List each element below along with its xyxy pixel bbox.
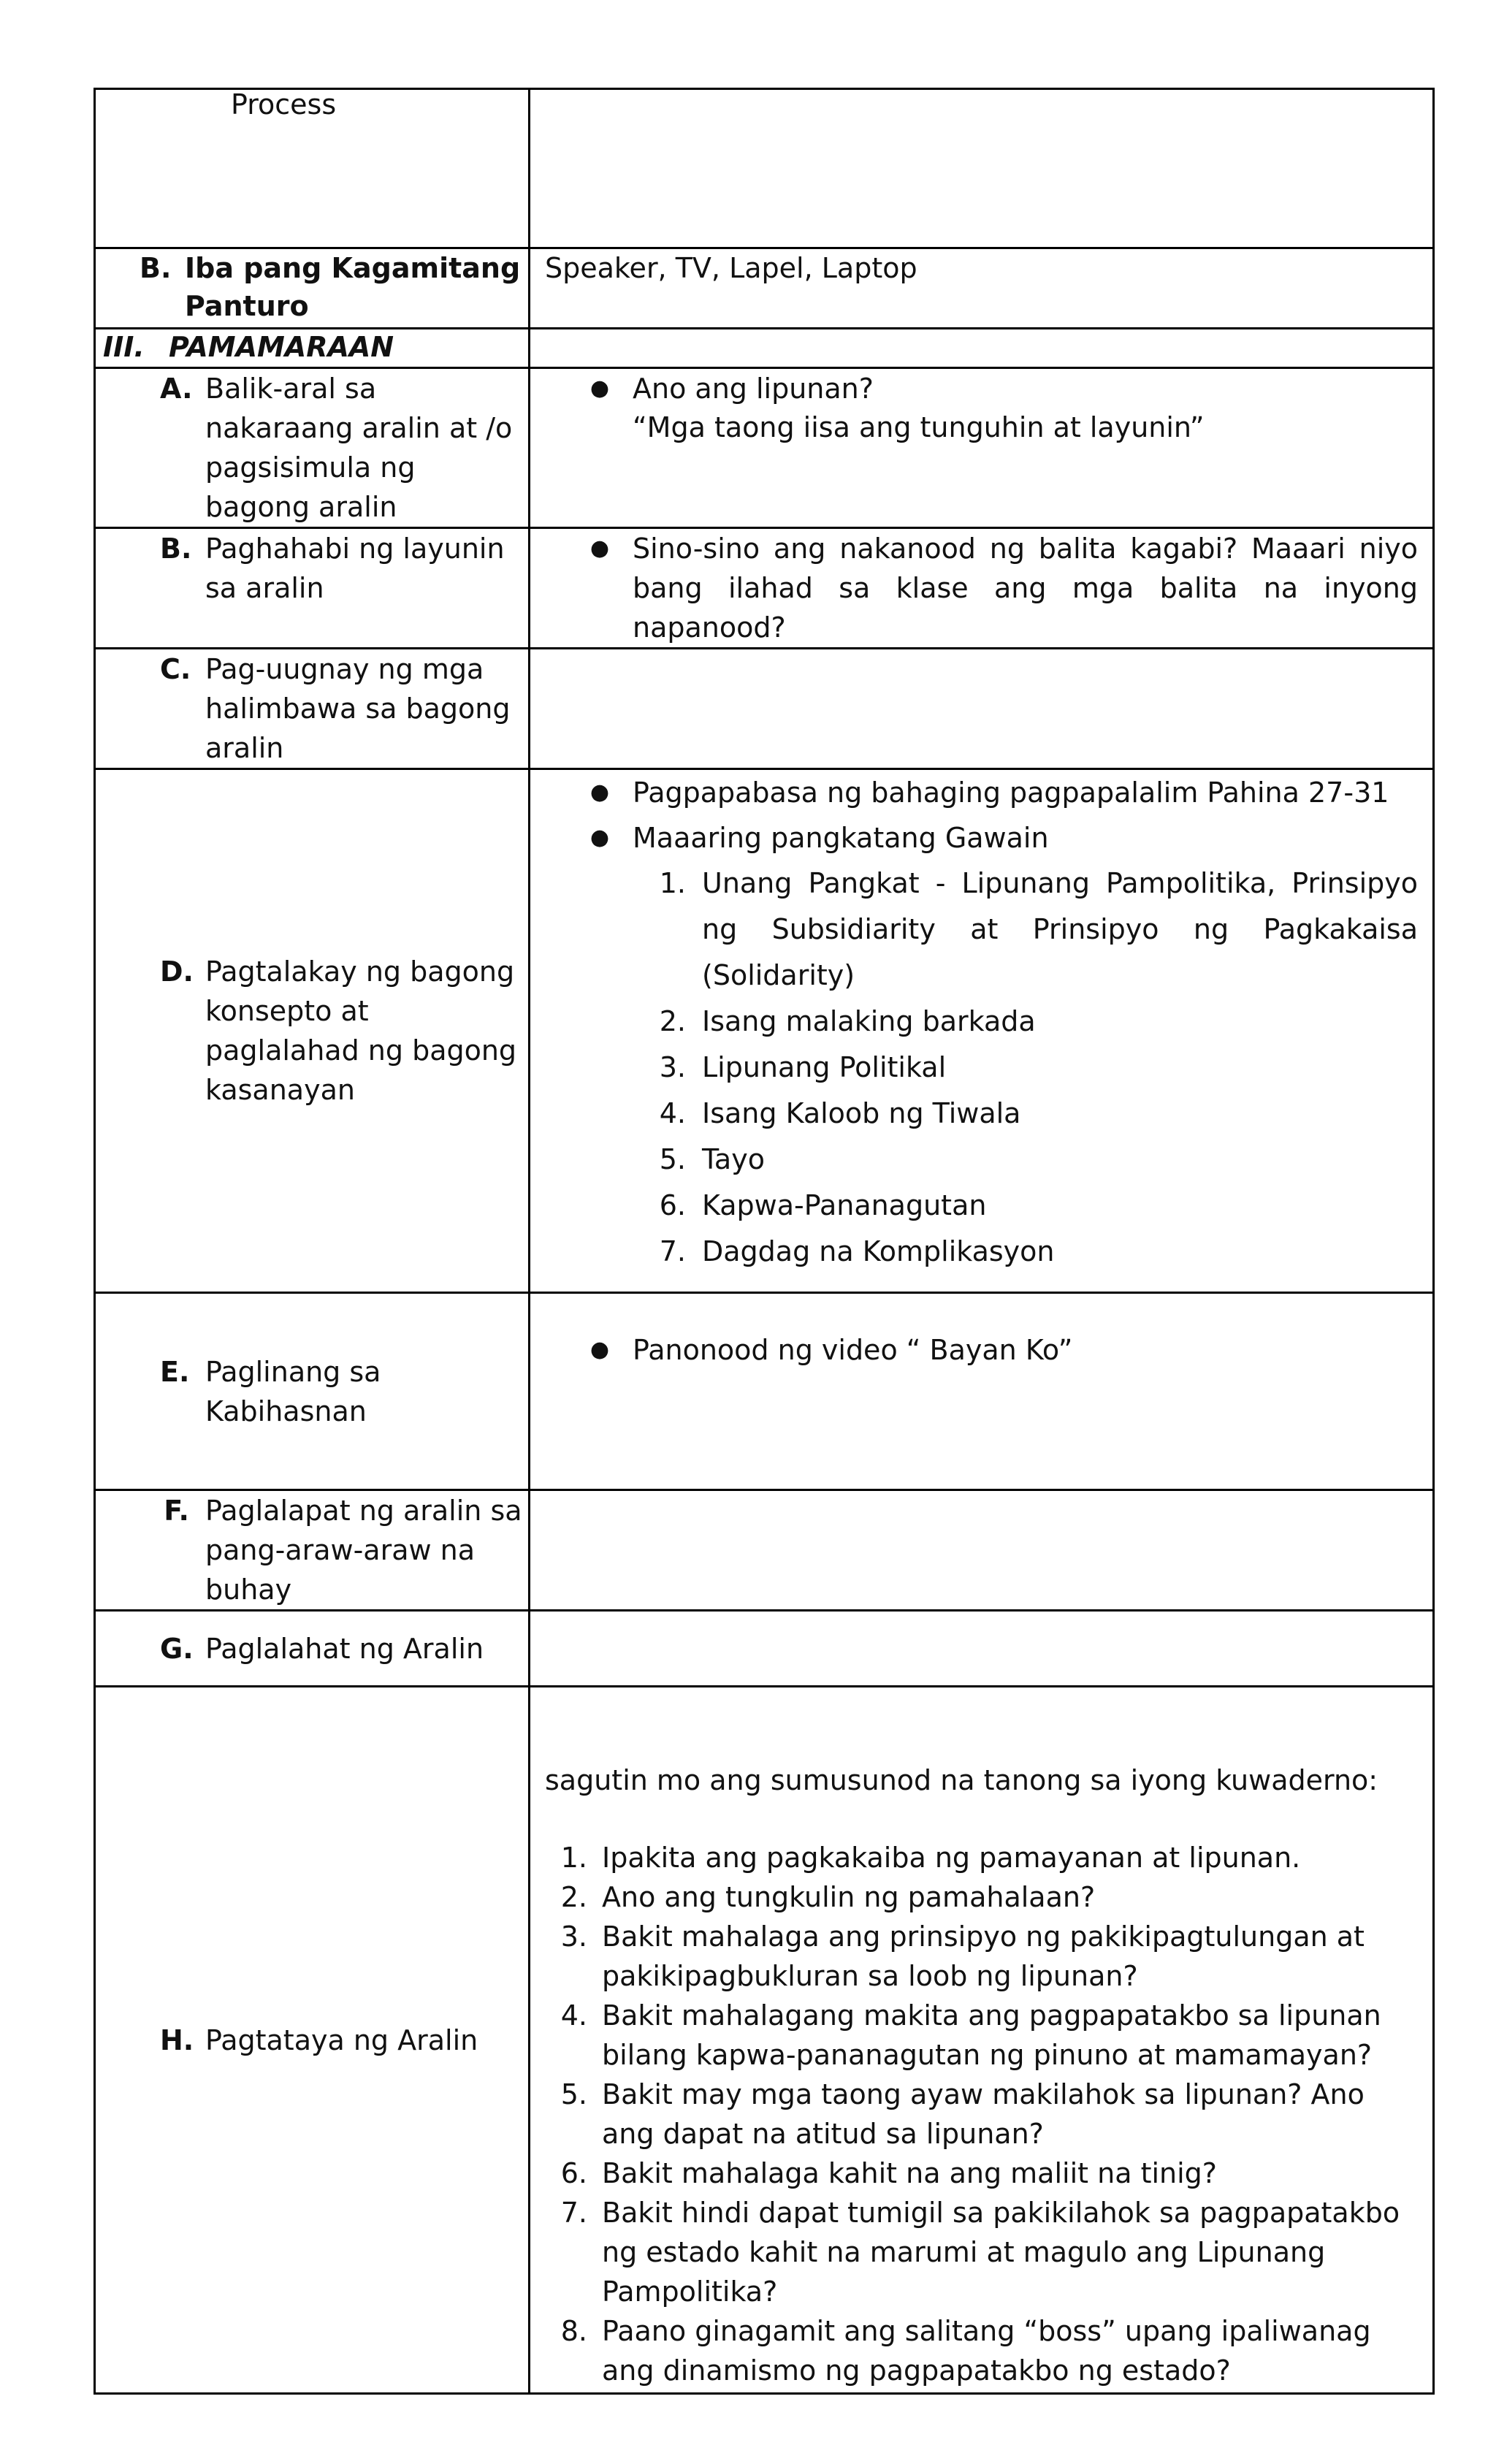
row-letter: C.	[160, 653, 191, 685]
row-e-label: Paglinang sa Kabihasnan	[205, 1355, 381, 1427]
list-item: 4. Bakit mahalagang makita ang pagpapatakbo sa lipunan bilang kapwa-pananagutan ng pinuno at mamamayan?	[560, 1999, 1381, 2071]
row-letter: H.	[160, 2024, 194, 2056]
row-letter: G.	[160, 1632, 194, 1665]
table-row	[95, 329, 1434, 368]
list-item: ● Pagpapabasa ng bahaging pagpapalalim Pahina 27-31	[545, 770, 1418, 815]
row-letter: D.	[160, 956, 194, 988]
row-letter: B.	[140, 252, 172, 284]
materials-label: Iba pang Kagamitang Panturo	[185, 252, 521, 322]
list-item: 2. Ano ang tungkulin ng pamahalaan?	[560, 1881, 1096, 1913]
row-letter: A.	[160, 373, 193, 405]
row-f-label-cell	[95, 1490, 530, 1611]
list-item: 3. Bakit mahalaga ang prinsipyo ng pakikipagtulungan at pakikipagbukluran sa loob ng lipunan?	[560, 1921, 1365, 1992]
row-e-label-cell	[95, 1293, 530, 1490]
row-b-label-cell	[95, 528, 530, 649]
row-letter: F.	[164, 1495, 189, 1527]
row-c-label-cell	[95, 649, 530, 769]
row-d-label-cell	[95, 769, 530, 1293]
table-row	[95, 1687, 1434, 2394]
list-item: 8. Paano ginagamit ang salitang “boss” upang ipaliwanag ang dinamismo ng pagpapatakbo ng estado?	[560, 2315, 1371, 2387]
row-c-content-cell	[530, 649, 1434, 769]
row-h-label: Pagtataya ng Aralin	[205, 2024, 478, 2056]
list-item: 5. Tayo	[659, 1143, 765, 1175]
row-g-content-cell	[530, 1611, 1434, 1687]
bullet-icon: ●	[589, 375, 610, 401]
materials-label-cell	[95, 248, 530, 329]
row-b-label: Paghahabi ng layunin sa aralin	[205, 533, 505, 604]
section-numeral: III.	[103, 331, 145, 363]
row-b-bullets	[545, 529, 1418, 647]
list-item: 6. Kapwa-Pananagutan	[659, 1189, 987, 1221]
list-item: 5. Bakit may mga taong ayaw makilahok sa lipunan? Ano ang dapat na atitud sa lipunan?	[560, 2078, 1365, 2150]
row-g-label: Paglalahat ng Aralin	[205, 1632, 484, 1665]
section-heading-cell	[95, 329, 530, 368]
row-letter: E.	[160, 1355, 190, 1388]
table-row	[95, 528, 1434, 649]
list-item: ● Panonood ng video “ Bayan Ko”	[545, 1330, 1418, 1370]
row-h-intro: sagutin mo ang sumusunod na tanong sa iyong kuwaderno:	[545, 1764, 1378, 1796]
row-h-questions	[545, 1838, 1415, 2390]
list-item: ● Sino-sino ang nakanood ng balita kagabi? Maaari niyo bang ilahad sa klase ang mga balita na inyong napanood?	[545, 529, 1418, 647]
list-item: 7. Dagdag na Komplikasyon	[659, 1235, 1055, 1267]
list-item: 4. Isang Kaloob ng Tiwala	[659, 1097, 1021, 1129]
row-a-label-cell	[95, 368, 530, 528]
row-f-label: Paglalapat ng aralin sa pang-araw-araw na buhay	[205, 1495, 522, 1606]
list-item: 2. Isang malaking barkada	[659, 1005, 1036, 1037]
row-a-bullets	[545, 369, 1418, 408]
row-letter: B.	[160, 533, 192, 565]
table-row	[95, 649, 1434, 769]
table-row	[95, 1611, 1434, 1687]
lesson-plan-table	[94, 88, 1435, 2395]
section-heading	[103, 329, 521, 365]
table-row	[95, 1293, 1434, 1490]
row-d-content-cell	[530, 769, 1434, 1293]
row-c-label: Pag-uugnay ng mga halimbawa sa bagong aralin	[205, 653, 511, 764]
list-item: ● Maaaring pangkatang Gawain	[545, 815, 1418, 861]
section-title: PAMAMARAAN	[169, 331, 394, 363]
process-label: Process	[231, 88, 337, 121]
table-row	[95, 769, 1434, 1293]
table-row	[95, 89, 1434, 248]
row-e-bullets	[545, 1330, 1418, 1370]
list-item: 1. Unang Pangkat - Lipunang Pampolitika, Prinsipyo ng Subsidiarity at Prinsipyo ng Pagkakaisa (Solidarity)	[659, 867, 1418, 991]
row-d-label: Pagtalakay ng bagong konsepto at paglalahad ng bagong kasanayan	[205, 956, 517, 1106]
materials-value-cell	[530, 248, 1434, 329]
row-a-label: Balik-aral sa nakaraang aralin at /o pagsisimula ng bagong aralin	[205, 373, 513, 523]
section-heading-empty-cell	[530, 329, 1434, 368]
row-d-numbered-list	[545, 861, 1418, 1275]
bullet-icon: ●	[589, 1337, 610, 1362]
list-item: ● Ano ang lipunan?	[545, 369, 1418, 408]
list-item: 1. Ipakita ang pagkakaiba ng pamayanan at lipunan.	[560, 1842, 1301, 1874]
table-row	[95, 1490, 1434, 1611]
list-item: 6. Bakit mahalaga kahit na ang maliit na tinig?	[560, 2157, 1217, 2189]
row-a-bullet-continuation: “Mga taong iisa ang tunguhin at layunin”	[633, 411, 1205, 443]
row-a-content-cell	[530, 368, 1434, 528]
row-f-content-cell	[530, 1490, 1434, 1611]
bullet-icon: ●	[589, 825, 610, 850]
materials-value: Speaker, TV, Lapel, Laptop	[545, 252, 917, 284]
table-row	[95, 248, 1434, 329]
row-h-content-cell	[530, 1687, 1434, 2394]
row-g-label-cell	[95, 1611, 530, 1687]
bullet-icon: ●	[589, 779, 610, 805]
table-row	[95, 368, 1434, 528]
list-item: 3. Lipunang Politikal	[659, 1051, 947, 1083]
row-b-content-cell	[530, 528, 1434, 649]
row-d-bullets	[545, 770, 1418, 861]
bullet-icon: ●	[589, 535, 610, 561]
row-e-content-cell	[530, 1293, 1434, 1490]
process-label-cell	[95, 89, 530, 248]
row-h-label-cell	[95, 1687, 530, 2394]
list-item: 7. Bakit hindi dapat tumigil sa pakikilahok sa pagpapatakbo ng estado kahit na marumi at magulo ang Lipunang Pampolitika?	[560, 2197, 1400, 2308]
process-value-cell	[530, 89, 1434, 248]
